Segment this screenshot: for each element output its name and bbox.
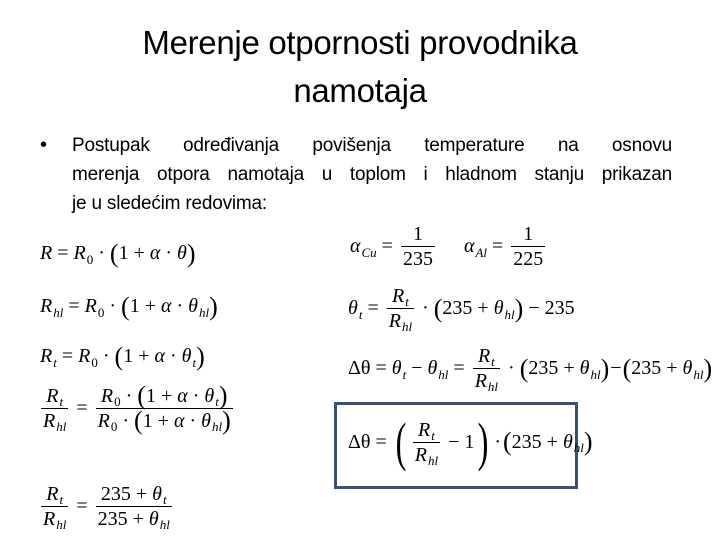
math-symbol: α [463,235,475,257]
math-symbol: 1 [412,223,423,245]
bullet-text-line-1: Postupak određivanja povišenja temperature na osnovu [72,135,672,156]
math-symbol: · [494,430,501,453]
equation-ratio-copper [38,482,175,531]
math-symbol: 235 [511,430,542,453]
bullet-text-line-2: merenja otpora namotaja u toplom i hladnom stanju prikazan [72,164,672,185]
math-symbol: ( [134,406,143,435]
math-symbol: 1 [145,385,156,407]
math-symbol: = [381,235,393,257]
fraction [473,344,500,393]
math-symbol: = [453,357,465,379]
math-symbol: ) [703,353,713,383]
math-symbol: hl [401,319,413,334]
math-symbol: + [563,357,575,379]
math-symbol: Al [475,244,488,260]
math-symbol: R [417,418,431,441]
math-symbol: t [402,366,407,382]
fraction [41,384,68,433]
math-symbol: ( [622,353,632,383]
equation-alpha-coefficients [350,222,548,271]
math-symbol: ) [477,412,489,472]
math-symbol: 1 [129,295,140,317]
math-symbol: ) [583,427,593,456]
fraction [387,284,414,333]
math-symbol: ( [395,412,407,472]
math-symbol: θ [152,483,162,505]
fraction [413,418,440,467]
math-symbol: 235 [100,483,131,505]
math-symbol: ( [433,293,443,323]
math-symbol: · [422,297,429,319]
bullet-text-line-3: je u sledećim redovima: [72,193,267,214]
math-symbol: R [46,483,59,505]
math-symbol: θ [181,345,192,367]
math-symbol [416,418,437,442]
math-symbol: 235 [631,357,662,379]
fraction [401,222,435,271]
math-symbol: R [414,443,427,466]
math-symbol: hl [56,419,67,434]
math-symbol: · [109,295,117,317]
math-symbol: + [138,345,150,367]
math-symbol: R [40,345,53,367]
math-symbol: 225 [513,248,544,270]
equation-cold-resistance [40,291,218,321]
math-symbol: = [76,397,88,419]
math-symbol: = [57,242,69,264]
math-symbol: = [76,495,88,517]
math-symbol: R [78,345,91,367]
math-symbol: 0 [91,354,98,370]
math-symbol: − [411,357,423,379]
math-symbol: t [59,394,64,409]
math-symbol: 235 [528,357,559,379]
math-symbol: − [528,297,540,319]
math-symbol: · [125,385,133,407]
math-symbol: 235 [544,297,575,319]
math-symbol: = [367,297,379,319]
math-symbol: hl [198,304,210,320]
math-symbol: · [165,242,173,264]
math-symbol: θ [493,297,504,319]
math-symbol: θ [348,297,358,319]
math-symbol: 0 [110,419,118,434]
slide-title [0,19,720,115]
math-symbol: ( [519,353,529,383]
math-symbol: R [43,410,56,432]
math-symbol: + [546,430,558,453]
math-symbol: R [474,370,487,392]
math-symbol: θ [201,410,211,432]
math-symbol: 1 [464,430,475,453]
math-symbol: ) [218,381,228,410]
math-symbol [387,309,414,333]
math-symbol: · [189,410,197,432]
equation-temperature-rise-expanded [348,344,712,393]
math-symbol: α [350,235,361,257]
math-symbol: R [40,295,53,317]
math-symbol [390,284,411,308]
math-symbol: = [492,235,504,257]
math-symbol: t [491,354,495,369]
fraction [96,381,233,435]
math-symbol: + [157,410,169,432]
math-symbol [96,507,172,531]
math-symbol: θ [427,357,438,379]
math-symbol: hl [590,366,601,382]
math-symbol: hl [211,419,223,434]
math-symbol: ( [109,238,119,268]
math-symbol: = [375,357,387,379]
math-symbol: = [61,345,74,367]
equation-warm-temperature [348,284,575,333]
equation-warm-resistance [40,341,205,371]
math-symbol: 235 [402,248,433,270]
math-symbol: θ [148,508,159,530]
math-symbol: θ [177,242,187,264]
math-symbol [473,369,500,393]
math-symbol: · [98,242,105,264]
math-symbol: R [388,310,401,332]
math-symbol: R [84,295,97,317]
math-symbol: = [68,295,80,317]
bullet-icon: • [40,134,48,156]
math-symbol: θ [204,385,215,407]
math-symbol: hl [693,366,704,382]
math-symbol: · [176,295,184,317]
math-symbol: R [100,385,114,407]
math-symbol: · [122,410,130,432]
math-symbol: 1 [142,410,153,432]
math-symbol: ) [222,406,231,435]
equation-resistance [40,238,196,268]
math-symbol: R [40,242,53,264]
math-symbol: ( [137,381,146,410]
math-symbol [413,443,440,467]
math-symbol: Δθ [348,357,371,379]
math-symbol [44,384,65,408]
math-symbol: + [477,297,489,319]
math-symbol: R [97,410,110,432]
math-symbol: θ [682,357,693,379]
math-symbol: · [508,357,515,379]
math-symbol: α [177,385,188,407]
title-line-2: namotaja [293,72,427,109]
math-symbol: ) [186,238,196,268]
equation-temperature-rise-final [348,412,593,472]
math-symbol: t [431,427,435,443]
math-symbol: + [160,385,173,407]
equation-ratio-general [38,381,236,435]
math-symbol: hl [56,517,67,532]
math-symbol [476,344,497,368]
math-symbol: + [133,242,145,264]
math-symbol: 1 [118,242,129,264]
math-symbol: θ [562,430,573,453]
math-symbol: α [154,345,165,367]
math-symbol: 235 [442,297,473,319]
math-symbol: R [46,385,59,407]
math-symbol [99,482,169,506]
math-symbol: 235 [97,508,128,530]
math-symbol: 0 [86,251,94,267]
math-symbol: hl [487,379,499,394]
math-symbol: ) [600,353,610,383]
math-symbol: t [162,492,167,507]
math-symbol: Δθ [348,430,371,453]
math-symbol: · [102,345,110,367]
math-symbol: hl [573,440,584,455]
math-symbol: + [144,295,156,317]
math-symbol: hl [427,452,439,468]
math-symbol: 0 [97,304,105,320]
math-symbol: 1 [523,223,534,245]
math-symbol: R [391,285,405,307]
math-symbol [41,409,68,433]
math-symbol: t [358,306,363,322]
math-symbol: ( [114,341,124,371]
math-symbol: 1 [123,345,134,367]
math-symbol [41,507,68,531]
math-symbol: hl [53,304,64,320]
math-symbol: · [192,385,200,407]
math-symbol [99,381,230,410]
math-symbol: R [73,242,86,264]
math-symbol [44,482,65,506]
math-symbol: θ [391,357,402,379]
math-symbol: α [173,410,185,432]
math-symbol: θ [579,357,590,379]
fraction [96,482,172,531]
math-symbol: hl [504,306,515,322]
fraction [511,222,545,271]
math-symbol: 0 [114,394,121,409]
math-symbol: ) [514,293,524,323]
math-symbol: − [610,357,622,379]
math-symbol: R [477,345,491,367]
math-symbol: t [192,354,197,370]
math-symbol: t [405,294,409,309]
math-symbol: · [169,345,177,367]
math-symbol: = [375,430,387,453]
math-symbol: R [43,508,56,530]
math-symbol: + [666,357,678,379]
math-symbol: + [135,483,148,505]
title-line-1: Merenje otpornosti provodnika [142,24,578,61]
math-symbol: t [53,354,57,370]
math-symbol: ) [209,291,218,321]
fraction [41,482,68,531]
math-symbol: ( [503,427,512,456]
math-symbol: ) [196,341,205,371]
math-symbol: α [149,242,161,264]
math-symbol: Cu [361,244,377,260]
math-symbol: − [448,430,460,453]
math-symbol: α [160,295,172,317]
math-symbol: t [59,492,64,507]
math-symbol: + [132,508,144,530]
math-symbol: hl [159,517,170,532]
math-symbol: ( [121,291,130,321]
math-symbol: θ [188,295,198,317]
math-symbol: hl [438,366,449,382]
math-symbol: t [215,394,219,409]
